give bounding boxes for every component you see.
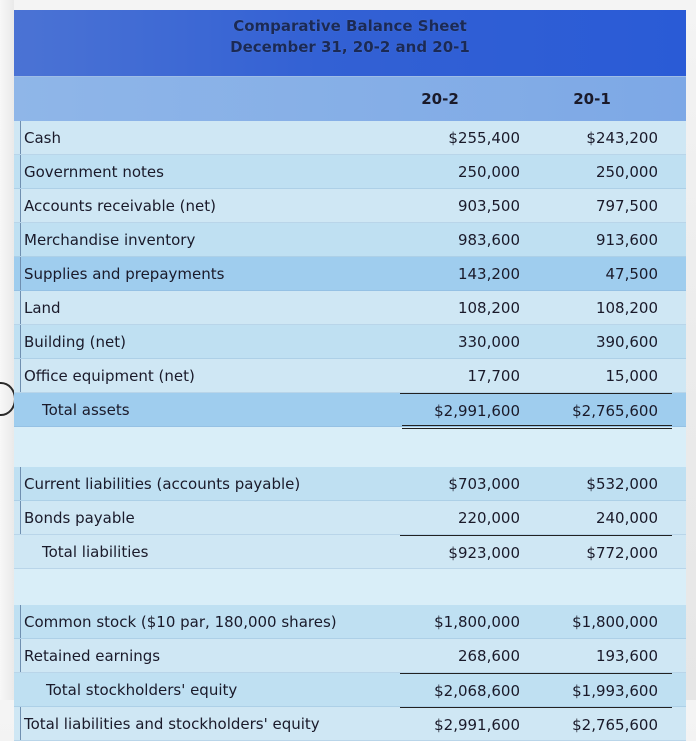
section-spacer [14,427,686,467]
row-label: Total stockholders' equity [46,680,238,699]
row-label: Accounts receivable (net) [24,196,216,215]
row-value-current: 330,000 [457,332,520,351]
table-row [14,257,686,291]
row-value-current: 108,200 [457,298,520,317]
row-value-prior: $2,765,600 [538,707,658,741]
page-edge [0,0,14,700]
row-value-prior: 193,600 [595,646,658,665]
row-value-current: $703,000 [448,474,520,493]
table-row [14,291,686,325]
column-header-current: 20-2 [421,90,459,108]
row-value-current: 17,700 [467,366,520,385]
row-value-prior: 108,200 [595,298,658,317]
row-value-prior: $2,765,600 [538,393,658,427]
table-row [14,223,686,257]
row-label: Total assets [42,400,130,419]
row-value-current: 903,500 [457,196,520,215]
table-title: Comparative Balance Sheet [233,17,467,35]
balance-sheet-table [14,10,686,734]
row-value-prior: 15,000 [605,366,658,385]
table-row [14,605,686,639]
row-value-current: 143,200 [457,264,520,283]
row-value-prior: 250,000 [595,162,658,181]
table-row [14,325,686,359]
row-value-prior: 390,600 [595,332,658,351]
row-value-prior: $1,993,600 [538,673,658,707]
table-row [14,189,686,223]
row-label: Building (net) [24,332,126,351]
row-label: Government notes [24,162,164,181]
row-value-current: $2,068,600 [400,673,520,707]
row-value-current: $255,400 [448,128,520,147]
table-row [14,155,686,189]
table-row [14,501,686,535]
row-value-current: 220,000 [457,508,520,527]
total-liabilities-row [14,535,686,569]
row-label: Supplies and prepayments [24,264,225,283]
column-header-prior: 20-1 [573,90,611,108]
table-subtitle: December 31, 20-2 and 20-1 [230,38,470,56]
row-value-current: $923,000 [400,535,520,569]
row-label: Total liabilities and stockholders' equity [24,714,320,733]
total-liabilities-equity-row [14,707,686,741]
row-label: Total liabilities [42,542,149,561]
table-row [14,467,686,501]
row-value-current: 250,000 [457,162,520,181]
row-value-current: $1,800,000 [434,612,520,631]
row-value-prior: $772,000 [538,535,658,569]
row-value-prior: 47,500 [605,264,658,283]
row-value-prior: 913,600 [595,230,658,249]
column-header-row [14,76,686,121]
row-value-prior: 240,000 [595,508,658,527]
table-row [14,359,686,393]
row-value-prior: $532,000 [586,474,658,493]
total-equity-row [14,673,686,707]
row-value-prior: $243,200 [586,128,658,147]
row-label: Current liabilities (accounts payable) [24,474,301,493]
row-label: Bonds payable [24,508,135,527]
row-value-current: $2,991,600 [400,393,520,427]
row-label: Merchandise inventory [24,230,196,249]
table-row [14,639,686,673]
row-label: Land [24,298,61,317]
row-label: Cash [24,128,61,147]
row-value-prior: 797,500 [595,196,658,215]
row-value-current: 983,600 [457,230,520,249]
row-label: Retained earnings [24,646,161,665]
total-assets-row [14,393,686,427]
table-row [14,121,686,155]
row-label: Common stock ($10 par, 180,000 shares) [24,612,337,631]
table-title-block [14,10,686,76]
row-value-current: 268,600 [457,646,520,665]
row-label: Office equipment (net) [24,366,195,385]
row-value-current: $2,991,600 [400,707,520,741]
row-value-prior: $1,800,000 [572,612,658,631]
section-spacer [14,569,686,605]
